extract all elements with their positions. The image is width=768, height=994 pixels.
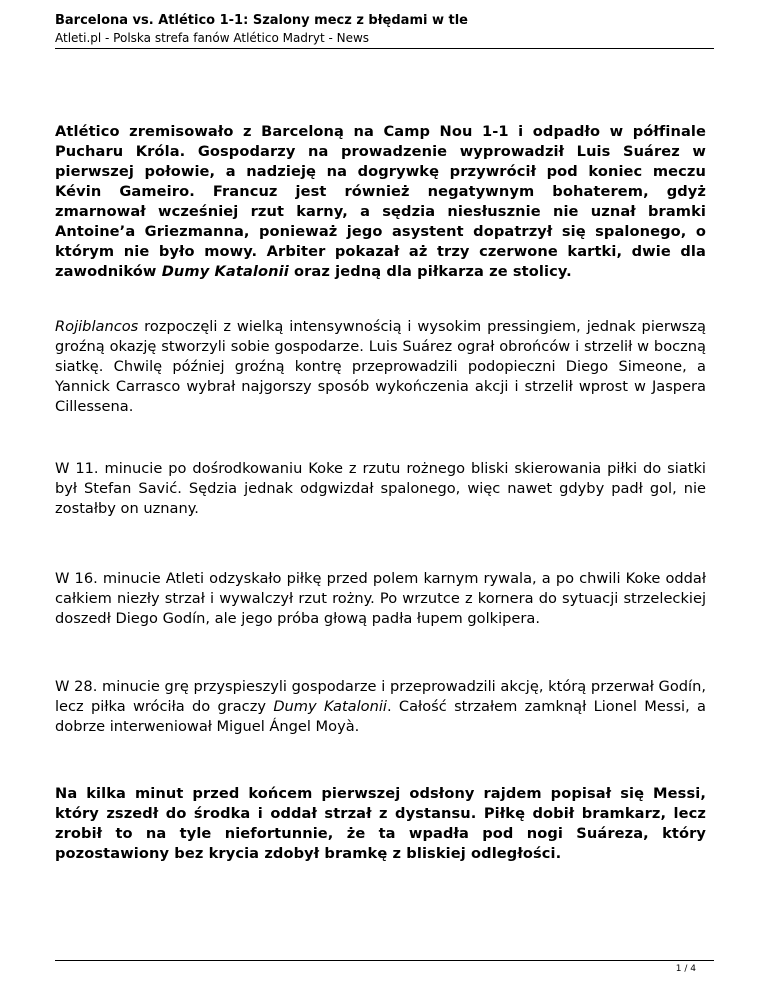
paragraph-6: Na kilka minut przed końcem pierwszej odsłony rajdem popisał się Messi, który zszedł do środka i oddał strzał z dystansu. Piłkę dobił bramkarz, lecz zrobił to na tyle niefortunnie, że ta wpadła pod nogi Suáreza, który pozostawiony bez krycia zdobył bramkę z bliskiej odległości. [55, 785, 706, 862]
paragraph-3: W 11. minucie po dośrodkowaniu Koke z rzutu rożnego bliski skierowania piłki do siatki był Stefan Savić. Sędzia jednak odgwizdał spalonego, więc nawet gdyby padł gol, nie zostałby on uznany. [55, 460, 706, 517]
lead-paragraph [55, 122, 706, 282]
paragraph-5-text-end: . Całość strzałem zamknął Lionel Messi, a dobrze interweniował Miguel Ángel Moyà. [55, 698, 706, 735]
page-number: 1 / 4 [675, 964, 696, 974]
article-title: Barcelona vs. Atlético 1-1: Szalony mecz z błędami w tle [55, 13, 468, 28]
paragraph-2-text: rozpoczęli z wielką intensywnością i wysokim pressingiem, jednak pierwszą groźną okazję stworzyli sobie gospodarze. Luis Suárez ograł obrońców i strzelił w boczną siatkę. Chwilę później groźną kontrę przeprowadzili podopieczni Diego Simeone, a Yannick Carrasco wybrał najgorszy sposób wykończenia akcji i strzelił wprost w Jaspera Cillessena. [55, 318, 706, 415]
paragraph-2-italic-term: Rojiblancos [55, 318, 139, 335]
paragraph-5 [55, 677, 706, 737]
page-header [55, 12, 714, 49]
lead-italic-term: Dumy Katalonii [161, 263, 289, 280]
paragraph-5-text-start: W 28. minucie grę przyspieszyli gospodarze i przeprowadzili akcję, którą przerwał Godín, lecz piłka wróciła do graczy [55, 678, 706, 715]
lead-text-start: Atlético zremisowało z Barceloną na Camp Nou 1-1 i odpadło w półfinale Pucharu Króla. Gospodarzy na prowadzenie wyprowadził Luis Suárez w pierwszej połowie, a nadzieję na dogrywkę przywrócił pod koniec meczu Kévin Gameiro. Francuz jest również negatywnym bohaterem, gdyż zmarnował wcześniej rzut karny, a sędzia niesłusznie nie uznał bramki Antoine’a Griezmanna, ponieważ jego asystent dopatrzył się spalonego, o którym nie było mowy. Arbiter pokazał aż trzy czerwone kartki, dwie dla zawodników [55, 123, 706, 280]
paragraph-2 [55, 317, 706, 417]
site-name: Atleti.pl - Polska strefa fanów Atlético Madryt - News [55, 31, 370, 45]
lead-text-end: oraz jedną dla piłkarza ze stolicy. [288, 263, 572, 280]
page-footer [55, 960, 714, 974]
paragraph-5-italic-term: Dumy Katalonii [273, 698, 387, 715]
paragraph-4: W 16. minucie Atleti odzyskało piłkę przed polem karnym rywala, a po chwili Koke oddał całkiem niezły strzał i wywalczył rzut rożny. Po wrzutce z kornera do sytuacji strzeleckiej doszedł Diego Godín, ale jego próba głową padła łupem golkipera. [55, 570, 706, 627]
